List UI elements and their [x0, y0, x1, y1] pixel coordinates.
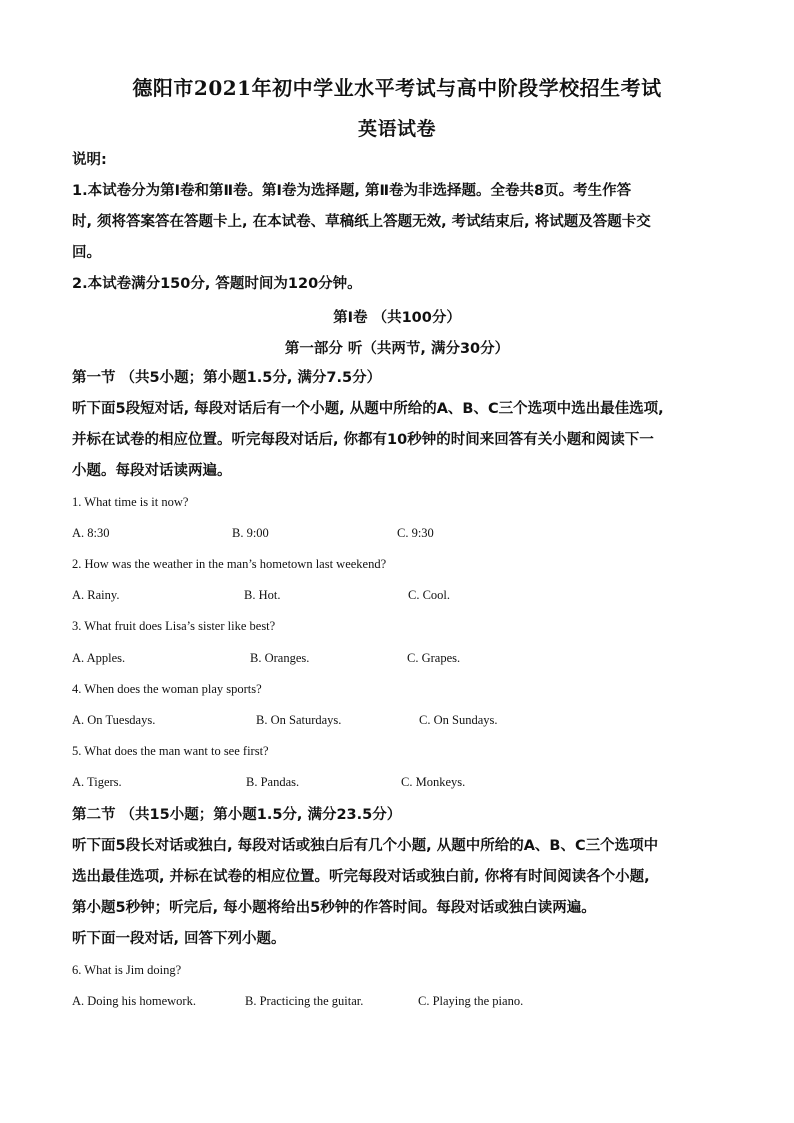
question-6-option-c: C. Playing the piano. — [418, 994, 524, 1008]
section-1-heading: 第一节 （共5小题；第小题1.5分, 满分7.5分） — [72, 370, 382, 386]
question-2: 2. How was the weather in the man’s hometown last weekend? — [72, 557, 387, 571]
question-3-option-b: B. Oranges. — [250, 651, 310, 665]
instruction-2: 2.本试卷满分150分, 答题时间为120分钟。 — [72, 276, 362, 292]
question-6: 6. What is Jim doing? — [72, 963, 182, 977]
instruction-1-line-2: 时, 须将答案答在答题卡上, 在本试卷、草稿纸上答题无效, 考试结束后, 将试题及答题卡交 — [72, 214, 651, 230]
question-4-option-c: C. On Sundays. — [419, 713, 498, 727]
question-5-option-c: C. Monkeys. — [401, 775, 466, 789]
question-6-option-a: A. Doing his homework. — [72, 994, 196, 1008]
question-1-option-c: C. 9:30 — [397, 526, 434, 540]
question-3: 3. What fruit does Lisa’s sister like best? — [72, 619, 276, 633]
question-1: 1. What time is it now? — [72, 495, 189, 509]
instruction-1-line-3: 回。 — [72, 245, 101, 261]
exam-title: 德阳市2021年初中学业水平考试与高中阶段学校招生考试 — [132, 76, 662, 100]
question-5: 5. What does the man want to see first? — [72, 744, 269, 758]
question-1-option-b: B. 9:00 — [232, 526, 269, 540]
question-4-option-a: A. On Tuesdays. — [72, 713, 156, 727]
section-2-desc-line-3: 第小题5秒钟；听完后, 每小题将给出5秒钟的作答时间。每段对话或独白读两遍。 — [72, 900, 596, 916]
section-2-desc-line-2: 选出最佳选项, 并标在试卷的相应位置。听完每段对话或独白前, 你将有时间阅读各个小题, — [72, 869, 650, 885]
question-2-option-b: B. Hot. — [244, 588, 281, 602]
section-2-heading: 第二节 （共15小题；第小题1.5分, 满分23.5分） — [72, 807, 402, 823]
section-2-desc-line-1: 听下面5段长对话或独白, 每段对话或独白后有几个小题, 从题中所给的A、B、C三个选项中 — [72, 838, 659, 854]
question-3-option-c: C. Grapes. — [407, 651, 461, 665]
question-5-option-b: B. Pandas. — [246, 775, 300, 789]
part-1-heading: 第一部分 听（共两节, 满分30分） — [284, 341, 510, 357]
question-2-option-c: C. Cool. — [408, 588, 451, 602]
question-3-option-a: A. Apples. — [72, 651, 126, 665]
instruction-1-line-1: 1.本试卷分为第Ⅰ卷和第Ⅱ卷。第Ⅰ卷为选择题, 第Ⅱ卷为非选择题。全卷共8页。考生作答 — [72, 183, 632, 199]
section-1-desc-line-2: 并标在试卷的相应位置。听完每段对话后, 你都有10秒钟的时间来回答有关小题和阅读下一 — [72, 432, 654, 448]
question-4: 4. When does the woman play sports? — [72, 682, 262, 696]
section-2-listen-prompt: 听下面一段对话, 回答下列小题。 — [72, 931, 286, 947]
question-1-option-a: A. 8:30 — [72, 526, 110, 540]
question-4-option-b: B. On Saturdays. — [256, 713, 342, 727]
section-1-desc-line-3: 小题。每段对话读两遍。 — [72, 463, 232, 479]
question-6-option-b: B. Practicing the guitar. — [245, 994, 364, 1008]
instructions-heading: 说明: — [72, 152, 107, 168]
section-1-desc-line-1: 听下面5段短对话, 每段对话后有一个小题, 从题中所给的A、B、C三个选项中选出最佳选项, — [72, 401, 664, 417]
question-5-option-a: A. Tigers. — [72, 775, 122, 789]
volume-1-heading: 第Ⅰ卷 （共100分） — [333, 310, 461, 326]
exam-subtitle: 英语试卷 — [357, 118, 436, 140]
question-2-option-a: A. Rainy. — [72, 588, 120, 602]
